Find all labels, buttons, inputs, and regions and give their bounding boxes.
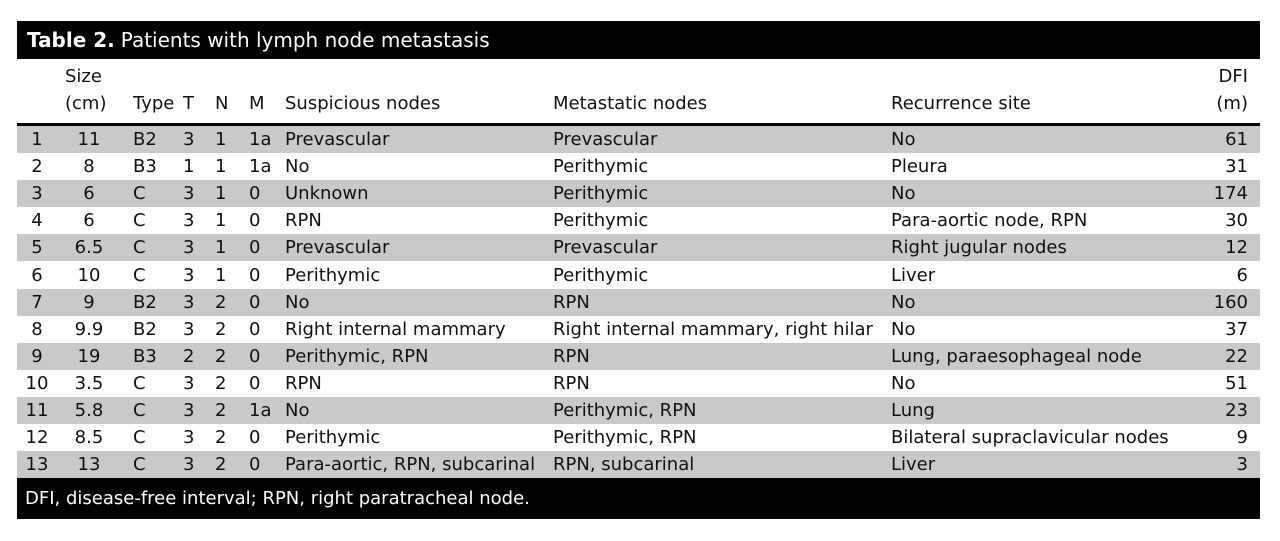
- cell-n: 2: [207, 289, 243, 316]
- table-row: [17, 289, 1260, 316]
- table-body: [17, 125, 1260, 479]
- cell-m: 0: [249, 210, 261, 232]
- col-header-t: T: [179, 59, 207, 125]
- cell-num: 2: [31, 156, 43, 178]
- cell-num: 1: [17, 125, 57, 154]
- cell-t: 3: [179, 180, 207, 207]
- cell-recurrence: No: [891, 372, 916, 394]
- cell-recurrence: Para-aortic node, RPN: [891, 210, 1088, 232]
- table-footnote: DFI, disease-free interval; RPN, right paratracheal node.: [17, 478, 1260, 519]
- col-header-dfi: [1181, 59, 1260, 125]
- cell-m: 0: [243, 234, 281, 261]
- cell-size: 13: [57, 451, 121, 478]
- cell-type: C: [133, 427, 146, 449]
- cell-m: 1a: [243, 397, 281, 424]
- table-title-text: Patients with lymph node metastasis: [120, 28, 490, 52]
- cell-dfi: 61: [1181, 125, 1260, 154]
- table-row: [17, 343, 1260, 370]
- cell-t: 3: [179, 125, 207, 154]
- cell-t: 3: [183, 427, 195, 449]
- cell-n: 2: [207, 343, 243, 370]
- cell-m: 0: [249, 318, 261, 340]
- cell-dfi: 160: [1181, 289, 1260, 316]
- table-row: [17, 261, 1260, 288]
- table-row: [17, 125, 1260, 154]
- cell-dfi: 30: [1225, 210, 1248, 232]
- cell-size: 3.5: [74, 372, 104, 394]
- cell-dfi: 3: [1181, 451, 1260, 478]
- cell-n: 2: [215, 427, 227, 449]
- table-row: [17, 153, 1260, 180]
- cell-recurrence: No: [891, 125, 1181, 154]
- cell-num: 7: [17, 289, 57, 316]
- cell-suspicious: Prevascular: [281, 234, 553, 261]
- cell-m: 0: [249, 264, 261, 286]
- cell-recurrence: Liver: [891, 451, 1181, 478]
- cell-m: 0: [249, 372, 261, 394]
- cell-suspicious: No: [281, 289, 553, 316]
- cell-recurrence: No: [891, 318, 916, 340]
- cell-recurrence: Right jugular nodes: [891, 234, 1181, 261]
- cell-n: 1: [215, 156, 227, 178]
- cell-n: 1: [207, 234, 243, 261]
- cell-dfi: 23: [1181, 397, 1260, 424]
- cell-size: 10: [77, 264, 101, 286]
- col-header-n: N: [207, 59, 243, 125]
- cell-metastatic: RPN: [553, 343, 891, 370]
- cell-dfi: 12: [1181, 234, 1260, 261]
- header-row: [17, 59, 1260, 125]
- col-header-m: M: [243, 59, 281, 125]
- cell-num: 9: [17, 343, 57, 370]
- cell-suspicious: Para-aortic, RPN, subcarinal: [281, 451, 553, 478]
- cell-num: 6: [31, 264, 43, 286]
- cell-size: 6: [83, 210, 95, 232]
- cell-t: 3: [179, 397, 207, 424]
- cell-metastatic: Prevascular: [553, 234, 891, 261]
- cell-size: 8: [83, 156, 95, 178]
- cell-suspicious: Prevascular: [281, 125, 553, 154]
- cell-n: 2: [207, 451, 243, 478]
- cell-size: 9.9: [74, 318, 104, 340]
- cell-num: 10: [25, 372, 49, 394]
- col-header-size-line2: (cm): [65, 93, 107, 114]
- cell-n: 1: [215, 264, 227, 286]
- table-title-label: Table 2.: [27, 28, 115, 52]
- lymph-node-table: [17, 59, 1260, 478]
- cell-m: 0: [243, 343, 281, 370]
- cell-suspicious: No: [281, 397, 553, 424]
- table-row: [17, 316, 1260, 343]
- table-row: [17, 370, 1260, 397]
- table-row: [17, 207, 1260, 234]
- cell-size: 5.8: [57, 397, 121, 424]
- cell-metastatic: RPN: [553, 289, 891, 316]
- table-title: [17, 21, 1260, 59]
- cell-num: 8: [31, 318, 43, 340]
- cell-recurrence: Lung: [891, 397, 1181, 424]
- cell-suspicious: Right internal mammary: [285, 318, 506, 340]
- cell-suspicious: RPN: [285, 210, 322, 232]
- cell-type: B3: [133, 156, 157, 178]
- col-header-dfi-line2: (m): [1216, 93, 1248, 114]
- cell-m: 1a: [249, 156, 272, 178]
- cell-m: 0: [243, 180, 281, 207]
- cell-metastatic: Prevascular: [553, 125, 891, 154]
- cell-metastatic: Perithymic, RPN: [553, 397, 891, 424]
- cell-size: 9: [57, 289, 121, 316]
- cell-dfi: 31: [1225, 156, 1248, 178]
- cell-t: 3: [179, 289, 207, 316]
- cell-n: 1: [215, 210, 227, 232]
- cell-metastatic: Perithymic: [553, 156, 649, 178]
- cell-t: 3: [183, 264, 195, 286]
- cell-recurrence: No: [891, 180, 1181, 207]
- cell-metastatic: Right internal mammary, right hilar: [553, 318, 873, 340]
- cell-t: 3: [183, 372, 195, 394]
- cell-dfi: 9: [1236, 427, 1248, 449]
- table-row: [17, 424, 1260, 451]
- cell-type: C: [121, 180, 179, 207]
- cell-size: 8.5: [74, 427, 104, 449]
- cell-size: 6: [57, 180, 121, 207]
- cell-recurrence: Lung, paraesophageal node: [891, 343, 1181, 370]
- cell-type: C: [121, 234, 179, 261]
- col-header-type: Type: [121, 59, 179, 125]
- cell-type: B3: [121, 343, 179, 370]
- cell-dfi: 22: [1181, 343, 1260, 370]
- cell-n: 1: [207, 180, 243, 207]
- cell-dfi: 37: [1225, 318, 1248, 340]
- cell-dfi: 174: [1181, 180, 1260, 207]
- cell-t: 1: [183, 156, 195, 178]
- cell-num: 4: [31, 210, 43, 232]
- table-row: [17, 397, 1260, 424]
- cell-type: B2: [121, 289, 179, 316]
- col-header-recurrence: Recurrence site: [891, 59, 1181, 125]
- cell-num: 11: [17, 397, 57, 424]
- col-header-size: [57, 59, 121, 125]
- cell-metastatic: Perithymic: [553, 180, 891, 207]
- cell-dfi: 6: [1236, 264, 1248, 286]
- table-row: [17, 451, 1260, 478]
- cell-n: 1: [207, 125, 243, 154]
- cell-m: 0: [243, 451, 281, 478]
- cell-num: 12: [25, 427, 49, 449]
- cell-type: C: [133, 372, 146, 394]
- col-header-size-line1: Size: [65, 66, 102, 87]
- cell-size: 11: [57, 125, 121, 154]
- cell-suspicious: Perithymic: [285, 427, 381, 449]
- cell-suspicious: Unknown: [281, 180, 553, 207]
- col-header-metastatic: Metastatic nodes: [553, 59, 891, 125]
- cell-num: 13: [17, 451, 57, 478]
- cell-m: 1a: [243, 125, 281, 154]
- cell-t: 3: [183, 318, 195, 340]
- cell-t: 3: [179, 451, 207, 478]
- cell-recurrence: Bilateral supraclavicular nodes: [891, 427, 1169, 449]
- cell-dfi: 51: [1225, 372, 1248, 394]
- cell-recurrence: Liver: [891, 264, 936, 286]
- cell-metastatic: RPN, subcarinal: [553, 451, 891, 478]
- cell-num: 5: [17, 234, 57, 261]
- table-row: [17, 180, 1260, 207]
- col-header-dfi-line1: DFI: [1218, 66, 1248, 87]
- cell-n: 2: [207, 397, 243, 424]
- cell-type: C: [121, 451, 179, 478]
- cell-suspicious: RPN: [285, 372, 322, 394]
- cell-type: B2: [133, 318, 157, 340]
- cell-m: 0: [243, 289, 281, 316]
- table-container: [17, 21, 1260, 519]
- cell-suspicious: Perithymic, RPN: [281, 343, 553, 370]
- cell-size: 19: [57, 343, 121, 370]
- cell-type: B2: [121, 125, 179, 154]
- cell-recurrence: No: [891, 289, 1181, 316]
- cell-t: 3: [179, 234, 207, 261]
- cell-type: C: [133, 210, 146, 232]
- cell-recurrence: Pleura: [891, 156, 948, 178]
- cell-metastatic: Perithymic: [553, 210, 649, 232]
- cell-t: 2: [179, 343, 207, 370]
- cell-num: 3: [17, 180, 57, 207]
- cell-suspicious: No: [285, 156, 310, 178]
- cell-metastatic: RPN: [553, 372, 590, 394]
- cell-m: 0: [249, 427, 261, 449]
- cell-metastatic: Perithymic, RPN: [553, 427, 697, 449]
- cell-n: 2: [215, 318, 227, 340]
- col-header-suspicious: Suspicious nodes: [281, 59, 553, 125]
- cell-n: 2: [215, 372, 227, 394]
- cell-suspicious: Perithymic: [285, 264, 381, 286]
- col-header-num: [17, 59, 57, 125]
- cell-t: 3: [183, 210, 195, 232]
- cell-type: C: [133, 264, 146, 286]
- cell-metastatic: Perithymic: [553, 264, 649, 286]
- cell-type: C: [121, 397, 179, 424]
- table-row: [17, 234, 1260, 261]
- cell-size: 6.5: [57, 234, 121, 261]
